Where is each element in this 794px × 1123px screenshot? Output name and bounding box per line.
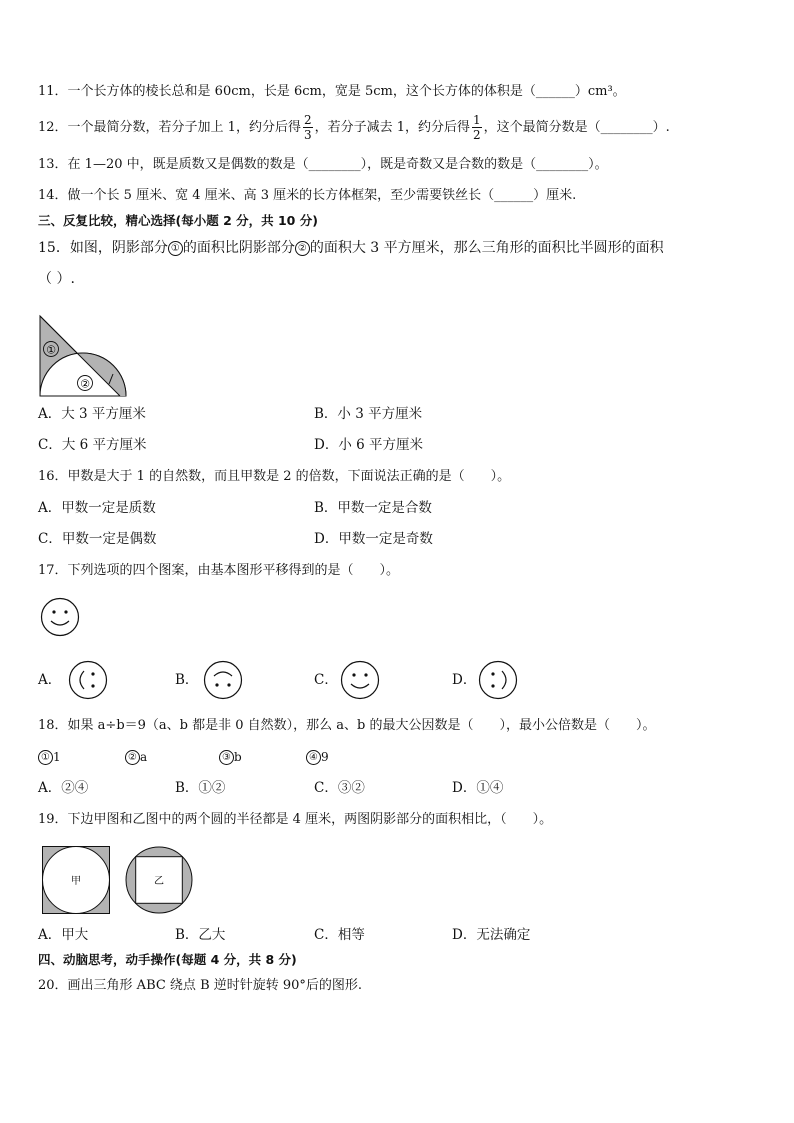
triangle-semicircle-figure (38, 314, 130, 398)
rotated-face-d-icon (478, 660, 518, 700)
q17-option-c[interactable]: C． (314, 672, 338, 688)
question-20: 20．画出三角形 ABC 绕点 B 逆时针旋转 90°后的图形. (38, 978, 363, 993)
answer-blank[interactable]: ________ (536, 157, 589, 172)
q19-option-b[interactable]: B．乙大 (175, 927, 226, 943)
svg-text:乙: 乙 (154, 876, 164, 887)
section-4-heading: 四、动脑思考，动手操作(每题 4 分，共 8 分) (38, 952, 297, 967)
answer-blank[interactable]: ______ (494, 188, 534, 203)
smiley-face-icon (40, 597, 80, 637)
region-1-mark: ① (168, 241, 183, 256)
question-14: 14．做一个长 5 厘米、宽 4 厘米、高 3 厘米的长方体框架，至少需要铁丝长（______）厘米. (38, 188, 577, 203)
q18-item-4: ④ 9 (306, 749, 329, 765)
q18-item-3: ③ b (219, 749, 242, 765)
section-3-heading: 三、反复比较，精心选择(每小题 2 分，共 10 分) (38, 213, 318, 228)
q18-option-b[interactable]: B．①② (175, 780, 226, 796)
rotated-face-a-icon (68, 660, 108, 700)
question-16: 16．甲数是大于 1 的自然数，而且甲数是 2 的倍数，下面说法正确的是（ ）。 (38, 469, 511, 484)
q16-option-c[interactable]: C．甲数一定是偶数 (38, 531, 157, 547)
answer-blank[interactable]: ________ (308, 157, 361, 172)
question-11: 11．一个长方体的棱长总和是 60cm，长是 6cm，宽是 5cm，这个长方体的体积是（______）cm³。 (38, 84, 626, 99)
question-18: 18．如果 a÷b＝9（a、b 都是非 0 自然数），那么 a、b 的最大公因数是（ ），最小公倍数是（ ）。 (38, 718, 656, 733)
q15-option-d[interactable]: D．小 6 平方厘米 (314, 437, 423, 453)
fraction-one-half: $\frac{1}{2}$ (473, 113, 481, 142)
region-2-mark: ② (295, 241, 310, 256)
question-19: 19．下边甲图和乙图中的两个圆的半径都是 4 厘米，两图阴影部分的面积相比，（ ）。 (38, 812, 553, 827)
q17-option-b[interactable]: B． (175, 672, 199, 688)
question-12: 12．一个最简分数，若分子加上 1，约分后得 $\frac{2}{3}$ ，若分子减去 1，约分后得 $\frac{1}{2}$ ，这个最简分数是（________）. (38, 113, 670, 142)
svg-text:②: ② (80, 377, 90, 391)
q15-option-c[interactable]: C．大 6 平方厘米 (38, 437, 147, 453)
q15-option-a[interactable]: A．大 3 平方厘米 (38, 406, 146, 422)
answer-blank[interactable]: ______ (535, 84, 575, 99)
answer-blank[interactable]: ________ (600, 120, 653, 135)
q16-option-a[interactable]: A．甲数一定是质数 (38, 500, 156, 516)
figure-jia (42, 846, 110, 914)
q16-option-b[interactable]: B．甲数一定是合数 (314, 500, 432, 516)
rotated-face-b-icon (203, 660, 243, 700)
q15-option-b[interactable]: B．小 3 平方厘米 (314, 406, 423, 422)
q18-item-2: ② a (125, 749, 147, 765)
q16-option-d[interactable]: D．甲数一定是奇数 (314, 531, 433, 547)
q18-option-d[interactable]: D．①④ (452, 780, 504, 796)
q19-option-d[interactable]: D．无法确定 (452, 927, 531, 943)
q19-option-a[interactable]: A．甲大 (38, 927, 89, 943)
q18-item-1: ① 1 (38, 749, 61, 765)
smiley-face-c-icon (340, 660, 380, 700)
q19-option-c[interactable]: C．相等 (314, 927, 365, 943)
q18-option-c[interactable]: C．③② (314, 780, 365, 796)
question-15-paren: （ ）. (38, 271, 75, 287)
svg-text:①: ① (46, 343, 56, 357)
q17-option-d[interactable]: D． (452, 672, 477, 688)
q17-option-a[interactable]: A． (38, 672, 62, 688)
question-17: 17．下列选项的四个图案，由基本图形平移得到的是（ ）。 (38, 563, 400, 578)
q18-option-a[interactable]: A．②④ (38, 780, 89, 796)
question-13: 13．在 1—20 中，既是质数又是偶数的数是（________），既是奇数又是合数的数是（________）。 (38, 157, 608, 172)
figure-yi (125, 846, 193, 914)
question-15: 15．如图，阴影部分 ① 的面积比阴影部分 ② 的面积大 3 平方厘米，那么三角形的面积比半圆形的面积 (38, 240, 664, 256)
fraction-two-thirds: $\frac{2}{3}$ (303, 113, 312, 142)
svg-text:甲: 甲 (71, 876, 81, 887)
